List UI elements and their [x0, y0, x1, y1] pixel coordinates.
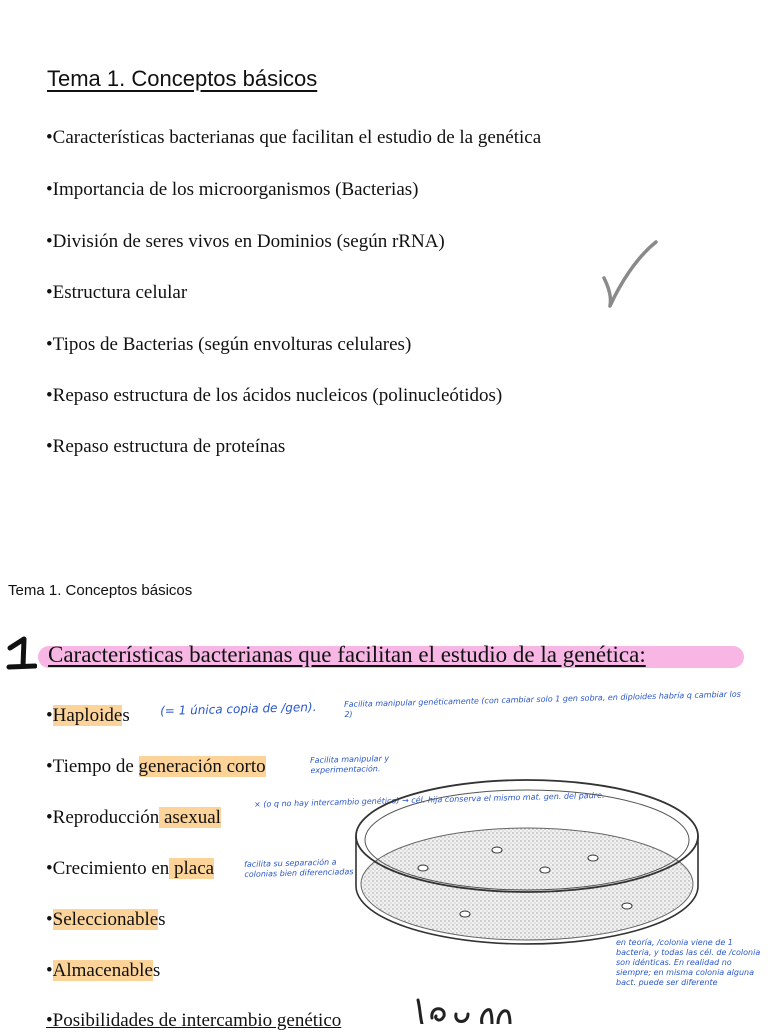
slide-title: Tema 1. Conceptos básicos — [47, 66, 318, 91]
handwritten-note: × (o q no hay intercambio genético) → cél. hija conserva el mismo mat. gen. del padre. — [254, 790, 605, 809]
item-suffix: s — [152, 960, 161, 981]
item-prefix: •Crecimiento en — [46, 858, 170, 879]
feature-item — [46, 807, 221, 829]
checkmark-icon — [598, 236, 662, 312]
topic-item: •Características bacterianas que facilitan el estudio de la genética — [46, 127, 542, 148]
handwritten-note: (= 1 única copia de /gen). — [159, 699, 317, 718]
feature-item — [46, 909, 166, 931]
topic-item: •División de seres vivos en Dominios (según rRNA) — [46, 231, 445, 252]
item-prefix: •Reproducción — [46, 807, 160, 828]
highlight-term: Haploide — [52, 705, 123, 726]
slide-header: Tema 1. Conceptos básicos — [8, 582, 193, 599]
handwritten-scribble — [412, 996, 522, 1024]
topic-item: •Estructura celular — [46, 282, 188, 303]
feature-item — [46, 756, 266, 778]
topic-item: •Importancia de los microorganismos (Bacterias) — [46, 179, 419, 200]
item-prefix: • — [46, 909, 53, 930]
handwritten-note: Facilita manipular genéticamente (con cambiar solo 1 gen sobra, en diploides habría q cambiar los 2) — [344, 689, 741, 719]
item-suffix: s — [158, 909, 166, 930]
handwritten-note: facilita su separación a colonias bien diferenciadas — [244, 857, 354, 879]
feature-item — [46, 858, 214, 880]
topic-item: •Repaso estructura de proteínas — [46, 436, 286, 457]
item-prefix: •Posibilidades de intercambio genético — [46, 1010, 342, 1031]
item-prefix: • — [46, 705, 53, 726]
item-prefix: •Tiempo de — [46, 756, 139, 777]
feature-item — [46, 705, 130, 727]
topic-item: •Repaso estructura de los ácidos nucleicos (polinucleótidos) — [46, 385, 503, 406]
highlight-term: Seleccionable — [52, 909, 159, 930]
handwritten-note: en teoría, /colonia viene de 1 bacteria, y todas las cél. de /colonia son idénticas. En realidad no siempre; en misma colonia alguna bact. puede ser diferente — [616, 938, 761, 987]
feature-item — [46, 960, 160, 982]
highlight-term: asexual — [159, 807, 221, 828]
highlight-term: generación corto — [138, 756, 266, 777]
feature-item — [46, 1010, 341, 1032]
handwritten-note: Facilita manipular y experimentación. — [310, 753, 390, 775]
petri-dish-illustration — [352, 776, 702, 948]
item-suffix: s — [122, 705, 130, 726]
section-number — [5, 636, 37, 672]
highlight-term: placa — [169, 858, 215, 879]
item-prefix: • — [46, 960, 53, 981]
section-heading: Características bacterianas que facilitan el estudio de la genética: — [48, 642, 646, 667]
topic-item: •Tipos de Bacterias (según envolturas celulares) — [46, 334, 412, 355]
highlight-term: Almacenable — [52, 960, 153, 981]
